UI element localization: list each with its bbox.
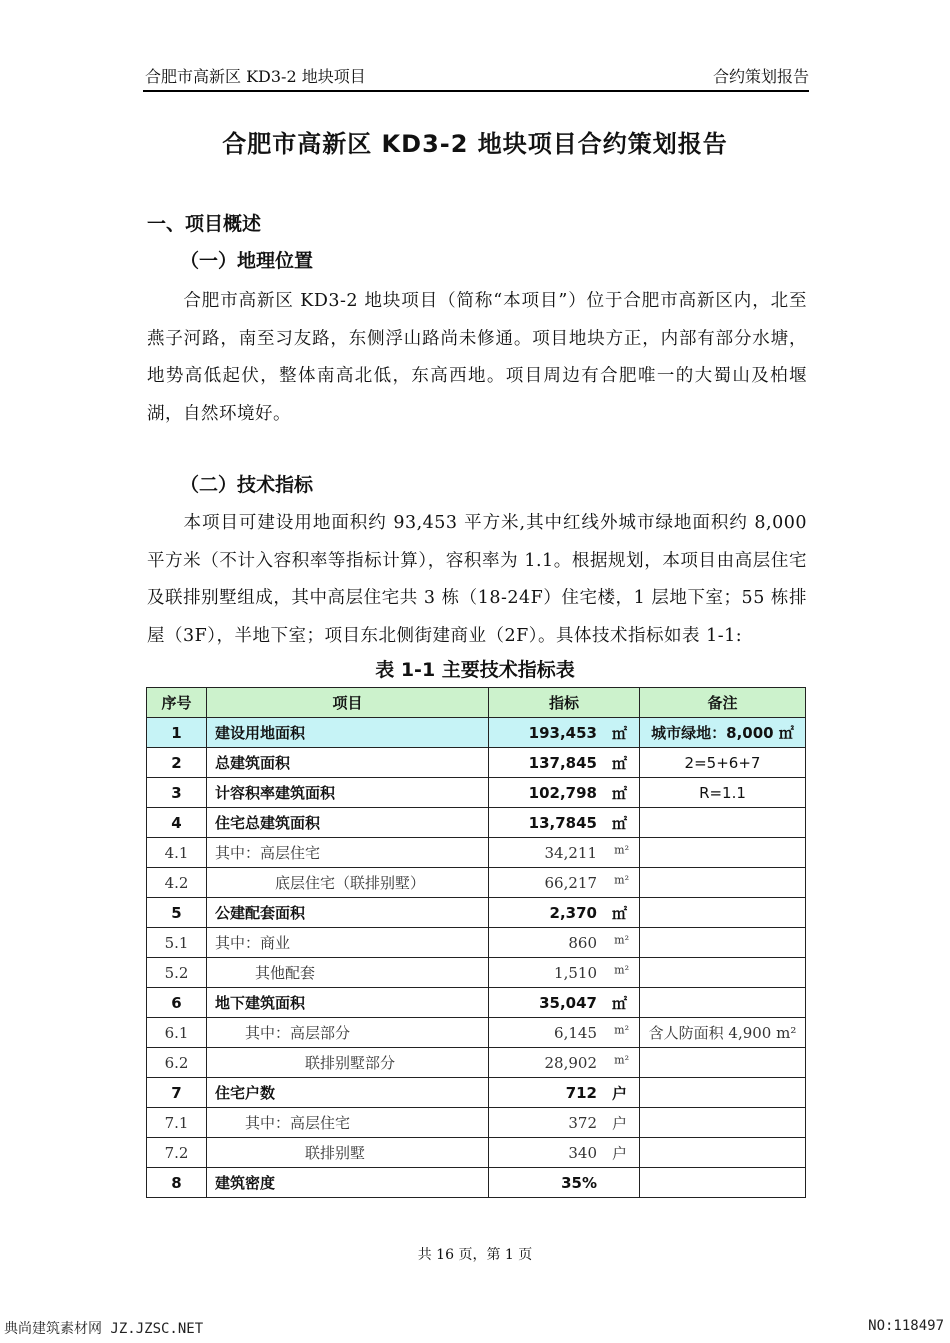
row-no: 6.2 (147, 1048, 207, 1078)
row-no: 7 (147, 1078, 207, 1108)
row-value (489, 928, 640, 958)
value-number: 340 (568, 1143, 597, 1162)
row-item: 联排别墅 (207, 1138, 489, 1168)
table-caption: 表 1-1 主要技术指标表 (375, 659, 575, 681)
row-value (489, 988, 640, 1018)
row-item: 总建筑面积 (207, 748, 489, 778)
header-note: 备注 (640, 688, 806, 718)
row-value (489, 1138, 640, 1168)
row-note (640, 868, 806, 898)
value-number: 137,845 (528, 753, 597, 772)
value-unit: m² (614, 873, 629, 887)
value-unit: ㎡ (611, 994, 627, 1012)
row-value (489, 868, 640, 898)
row-note (640, 928, 806, 958)
paragraph-location-text: 合肥市高新区 KD3-2 地块项目（简称“本项目”）位于合肥市高新区内，北至燕子河路，南至习友路，东侧浮山路尚未修通。项目地块方正，内部有部分水塘，地势高低起伏，整体南高北低，东高西地。项目周边有合肥唯一的大蜀山及柏堰湖，自然环境好。 (147, 291, 807, 424)
row-item: 建设用地面积 (207, 718, 489, 748)
page-footer: 共 16 页，第 1 页 (417, 1247, 533, 1263)
row-value (489, 1108, 640, 1138)
table-row (147, 988, 806, 1018)
row-no: 5.1 (147, 928, 207, 958)
table-row (147, 1138, 806, 1168)
value-number: 28,902 (544, 1053, 597, 1072)
row-item: 其他配套 (207, 958, 489, 988)
row-item: 底层住宅（联排别墅） (207, 868, 489, 898)
row-no: 5 (147, 898, 207, 928)
value-number: 34,211 (544, 843, 597, 862)
row-value (489, 838, 640, 868)
value-unit: 户 (611, 1084, 627, 1102)
header-item: 项目 (207, 688, 489, 718)
value-unit: m² (614, 843, 629, 857)
value-number: 2,370 (549, 903, 597, 922)
paragraph-technical-text: 本项目可建设用地面积约 93,453 平方米,其中红线外城市绿地面积约 8,000 平方米（不计入容积率等指标计算），容积率为 1.1。根据规划，本项目由高层住宅及联排别墅组成，其中高层住宅共 3 栋（18-24F）住宅楼，1 层地下室；55 栋排屋（3F），半地下室；项目东北侧街建商业（2F）。具体技术指标如表 1-1: (147, 513, 807, 646)
watermark-site: 典尚建筑素材网 JZ.JZSC.NET (4, 1321, 204, 1337)
row-value (489, 718, 640, 748)
value-number: 102,798 (528, 783, 597, 802)
row-no: 8 (147, 1168, 207, 1198)
row-no: 6.1 (147, 1018, 207, 1048)
row-item: 其中：高层住宅 (207, 1108, 489, 1138)
table-row (147, 718, 806, 748)
header-value: 指标 (489, 688, 640, 718)
table-row (147, 928, 806, 958)
document-title: 合肥市高新区 KD3-2 地块项目合约策划报告 (222, 130, 728, 158)
row-item: 其中：高层住宅 (207, 838, 489, 868)
row-value (489, 808, 640, 838)
row-no: 4.1 (147, 838, 207, 868)
row-value (489, 778, 640, 808)
header-project-name: 合肥市高新区 KD3-2 地块项目 (145, 67, 366, 86)
row-note (640, 1168, 806, 1198)
subsection-heading-technical: （二）技术指标 (180, 474, 314, 496)
value-unit: 户 (611, 1114, 627, 1132)
row-note (640, 988, 806, 1018)
row-value (489, 958, 640, 988)
row-note (640, 958, 806, 988)
row-note: R=1.1 (640, 778, 806, 808)
value-number: 35% (561, 1173, 597, 1192)
row-item: 地下建筑面积 (207, 988, 489, 1018)
row-no: 2 (147, 748, 207, 778)
row-note (640, 1108, 806, 1138)
row-no: 4 (147, 808, 207, 838)
row-item: 公建配套面积 (207, 898, 489, 928)
row-value (489, 748, 640, 778)
row-item: 其中：商业 (207, 928, 489, 958)
row-value (489, 1168, 640, 1198)
row-item: 住宅户数 (207, 1078, 489, 1108)
table-row (147, 808, 806, 838)
row-note: 2=5+6+7 (640, 748, 806, 778)
row-note (640, 808, 806, 838)
row-value (489, 898, 640, 928)
value-unit: m² (614, 1023, 629, 1037)
value-unit: ㎡ (611, 754, 627, 772)
paragraph-technical (147, 505, 807, 655)
value-unit: ㎡ (611, 904, 627, 922)
row-no: 6 (147, 988, 207, 1018)
table-row (147, 898, 806, 928)
watermark-number: NO:118497 (868, 1318, 944, 1334)
row-note: 含人防面积 4,900 m² (640, 1018, 806, 1048)
subsection-heading-location: （一）地理位置 (180, 250, 314, 272)
row-note (640, 898, 806, 928)
header-report-type: 合约策划报告 (712, 67, 809, 86)
table-row (147, 778, 806, 808)
table-row (147, 1108, 806, 1138)
table-row (147, 958, 806, 988)
row-no: 7.1 (147, 1108, 207, 1138)
value-number: 860 (568, 933, 597, 952)
row-note (640, 1048, 806, 1078)
row-item: 住宅总建筑面积 (207, 808, 489, 838)
row-value (489, 1078, 640, 1108)
value-number: 712 (565, 1083, 597, 1102)
row-note (640, 838, 806, 868)
table-row (147, 748, 806, 778)
row-no: 3 (147, 778, 207, 808)
value-number: 66,217 (544, 873, 597, 892)
technical-indicators-table (146, 687, 806, 1198)
table-row (147, 838, 806, 868)
row-note (640, 1078, 806, 1108)
value-number: 13,7845 (528, 813, 597, 832)
value-unit: m² (614, 963, 629, 977)
row-item: 计容积率建筑面积 (207, 778, 489, 808)
row-item: 建筑密度 (207, 1168, 489, 1198)
table-row (147, 1168, 806, 1198)
value-unit: m² (614, 933, 629, 947)
row-no: 1 (147, 718, 207, 748)
row-item: 其中：高层部分 (207, 1018, 489, 1048)
table-row (147, 1048, 806, 1078)
value-number: 193,453 (528, 723, 597, 742)
table-header-row (147, 688, 806, 718)
value-number: 1,510 (554, 963, 597, 982)
value-unit: ㎡ (611, 814, 627, 832)
table-row (147, 868, 806, 898)
table-row (147, 1018, 806, 1048)
paragraph-location (147, 283, 807, 433)
row-no: 5.2 (147, 958, 207, 988)
value-unit: ㎡ (611, 784, 627, 802)
value-unit: 户 (611, 1144, 627, 1162)
page-header (143, 62, 809, 92)
header-no: 序号 (147, 688, 207, 718)
row-item: 联排别墅部分 (207, 1048, 489, 1078)
row-no: 7.2 (147, 1138, 207, 1168)
table-row (147, 1078, 806, 1108)
row-value (489, 1048, 640, 1078)
row-note (640, 1138, 806, 1168)
value-number: 6,145 (554, 1023, 597, 1042)
row-note: 城市绿地：8,000 ㎡ (640, 718, 806, 748)
value-unit: m² (614, 1053, 629, 1067)
section-heading-overview: 一、项目概述 (147, 213, 262, 235)
row-value (489, 1018, 640, 1048)
value-unit: ㎡ (611, 724, 627, 742)
value-number: 35,047 (539, 993, 597, 1012)
value-number: 372 (568, 1113, 597, 1132)
row-no: 4.2 (147, 868, 207, 898)
